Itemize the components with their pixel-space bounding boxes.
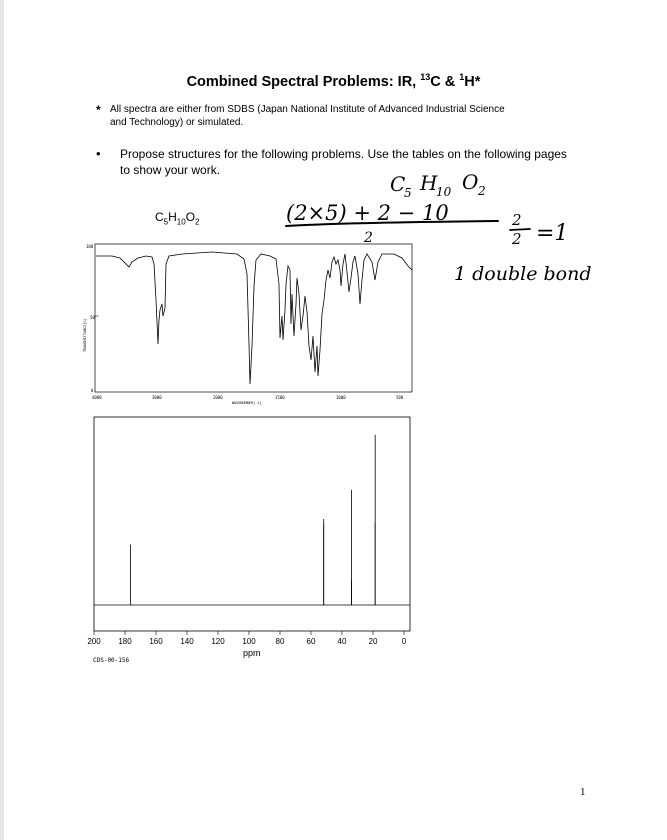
formula-c: C bbox=[155, 210, 164, 224]
hand-denominator: 2 bbox=[364, 230, 373, 246]
hand-ratio-line bbox=[510, 229, 530, 230]
nmr-x-tick-label: 120 bbox=[211, 637, 225, 646]
footnote-marker: * bbox=[96, 103, 101, 117]
ir-y-mid-label: 50 bbox=[90, 315, 95, 320]
nmr-x-tick-label: 180 bbox=[118, 637, 132, 646]
ir-x-label-4000: 4000 bbox=[92, 395, 102, 400]
formula-o: O bbox=[185, 210, 196, 224]
hand-conclusion: 1 double bond bbox=[454, 263, 592, 285]
title-text-end: H* bbox=[464, 73, 481, 90]
nmr-x-tick-label: 80 bbox=[275, 637, 285, 646]
title-text: Combined Spectral Problems: IR, bbox=[186, 73, 421, 90]
instruction-text: Propose structures for the following problems. Use the tables on the following pages to show your work. bbox=[120, 147, 567, 177]
title-sup-1: 1 bbox=[459, 72, 465, 82]
hand-ratio-top: 2 bbox=[512, 211, 522, 229]
nmr-x-tick-label: 160 bbox=[149, 637, 163, 646]
nmr-x-axis-label: ppm bbox=[243, 648, 261, 658]
ir-x-label-1500: 1500 bbox=[275, 395, 285, 400]
nmr-code-label: CDS-00-156 bbox=[93, 657, 130, 664]
ir-x-label-3000: 3000 bbox=[152, 395, 162, 400]
formula-h-sub: 10 bbox=[176, 217, 186, 227]
ir-y-axis-label: TRANSMITTANCE[%] bbox=[83, 318, 87, 352]
hand-formula-c: C bbox=[390, 172, 406, 196]
hand-formula-o-sub: 2 bbox=[478, 184, 486, 198]
hand-ratio-bottom: 2 bbox=[512, 230, 522, 248]
formula-o-sub: 2 bbox=[195, 217, 200, 227]
nmr-x-tick-label: 200 bbox=[87, 637, 101, 646]
ir-y-bottom-label: 0 bbox=[91, 388, 94, 393]
ir-x-label-2000: 2000 bbox=[213, 395, 223, 400]
page-number: 1 bbox=[580, 786, 586, 798]
ir-y-top-label: 100 bbox=[86, 244, 94, 249]
nmr-x-tick-label: 140 bbox=[180, 637, 194, 646]
nmr-x-tick-label: 60 bbox=[306, 637, 316, 646]
title-text-mid: C & bbox=[430, 73, 460, 90]
title-sup-13: 13 bbox=[420, 72, 431, 82]
bullet-marker: • bbox=[96, 146, 101, 161]
nmr-x-tick-label: 40 bbox=[337, 637, 347, 646]
hand-numerator: (2×5) + 2 − 10 bbox=[286, 201, 449, 225]
nmr-x-tick-label: 100 bbox=[242, 637, 256, 646]
nmr-x-tick-label: 20 bbox=[368, 637, 378, 646]
footnote-text: All spectra are either from SDBS (Japan National Institute of Advanced Industrial Science and Technology) or simulated. bbox=[110, 104, 505, 128]
formula-h: H bbox=[168, 210, 177, 224]
nmr-x-tick-label: 0 bbox=[401, 637, 407, 646]
hand-formula-o: O bbox=[462, 170, 479, 194]
ir-x-label-1000: 1000 bbox=[336, 395, 346, 400]
hand-formula-h: H bbox=[420, 171, 438, 195]
hand-formula-h-sub: 10 bbox=[436, 185, 452, 199]
hand-result: =1 bbox=[536, 221, 569, 246]
formula-c-sub: 5 bbox=[163, 217, 169, 227]
ir-x-axis-label: WAVENUMBER[-1] bbox=[232, 401, 262, 405]
ir-x-label-500: 500 bbox=[396, 395, 404, 400]
hand-formula-c-sub: 5 bbox=[404, 186, 412, 200]
